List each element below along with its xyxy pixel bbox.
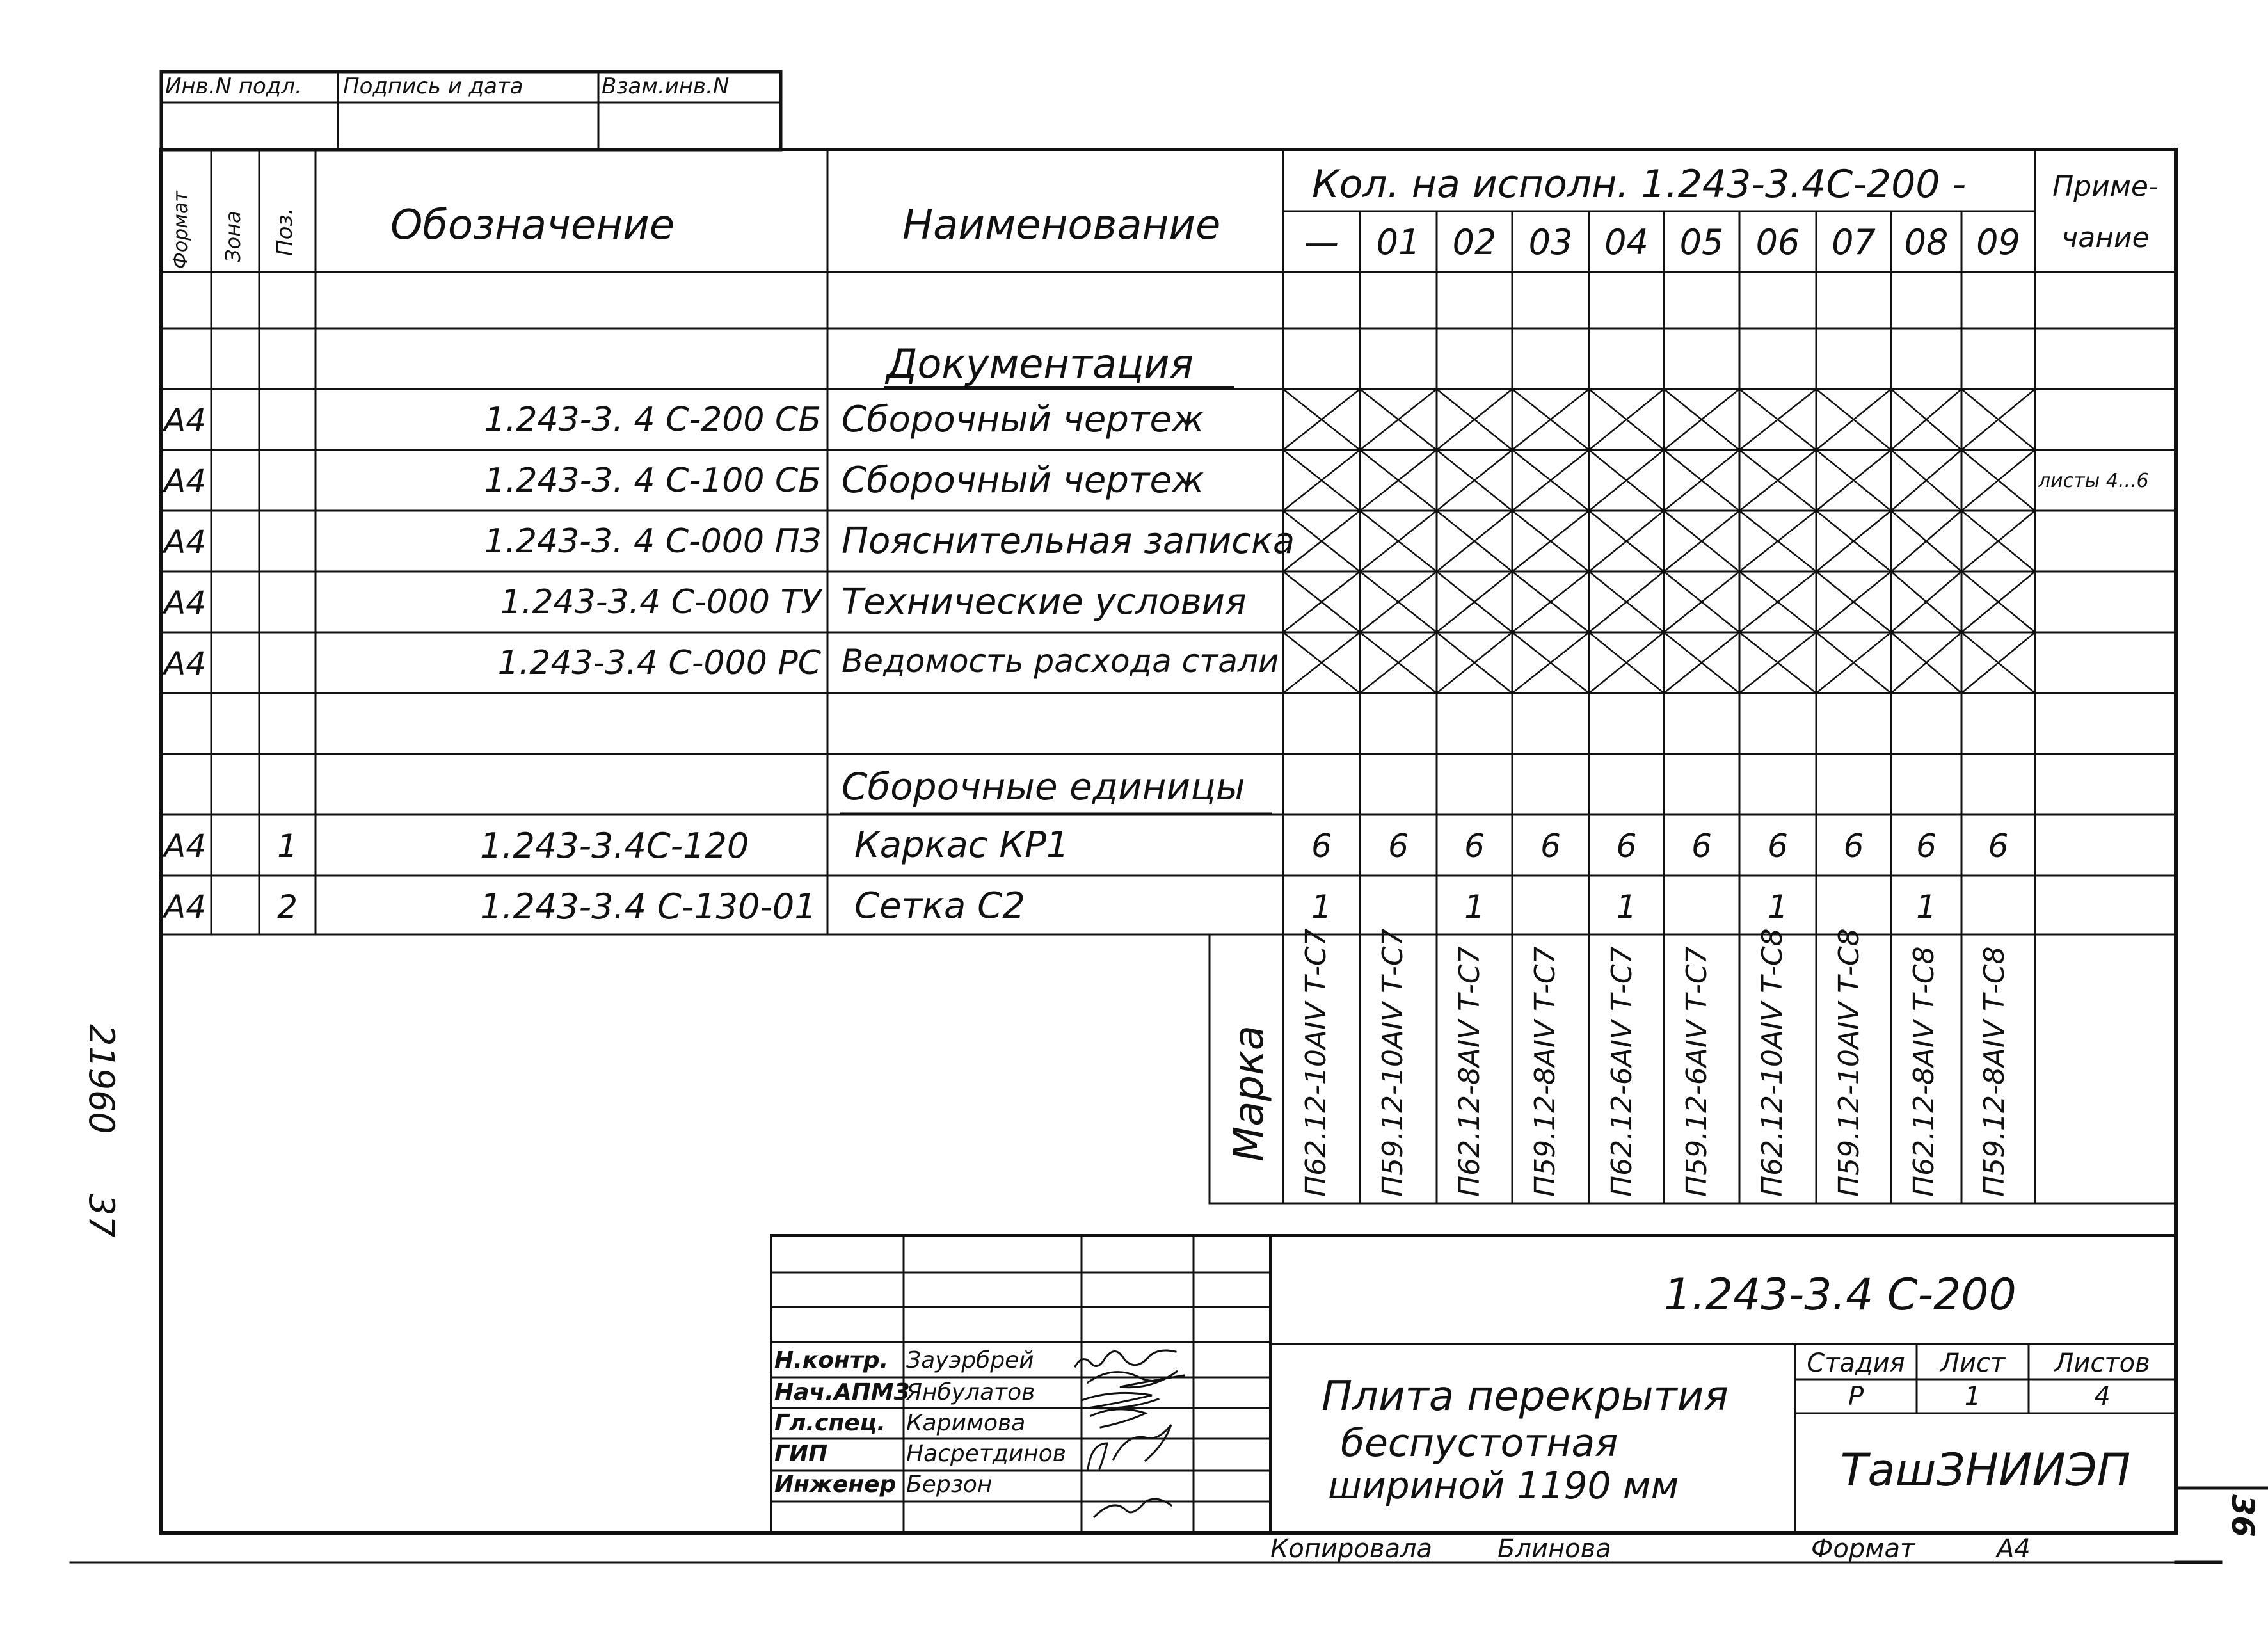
header-primechanie-2: чание (2061, 221, 2150, 254)
header-format: Формат (170, 191, 192, 269)
footer-format-label: Формат (1811, 1534, 1915, 1564)
doc-row-designation: 1.243-3. 4 С-100 СБ (484, 461, 821, 500)
asm-row-designation: 1.243-3.4С-120 (480, 826, 749, 866)
header-oboznachenie: Обозначение (390, 202, 675, 249)
asm-row-qty: 6 (1616, 828, 1637, 865)
marka-value: П59.12-6АIV Т-С7 (1681, 946, 1713, 1197)
variant-header-0: — (1304, 222, 1339, 262)
marka-value: П62.12-8АIV Т-С8 (1908, 946, 1940, 1197)
doc-row-designation: 1.243-3. 4 С-200 СБ (484, 401, 821, 439)
role-name: Янбулатов (906, 1379, 1035, 1405)
margin-right-number: 36 (2224, 1494, 2260, 1537)
stadia-value: Р (1848, 1382, 1864, 1411)
role-name: Берзон (906, 1471, 993, 1498)
asm-row-qty: 6 (1388, 828, 1409, 865)
role-title: Инженер (774, 1471, 897, 1498)
asm-row-qty: 1 (1916, 888, 1937, 925)
doc-row-name: Сборочный чертеж (842, 460, 1204, 501)
asm-row-pos: 1 (277, 828, 298, 865)
listov-value: 4 (2094, 1382, 2111, 1411)
document-code: 1.243-3.4 С-200 (1664, 1270, 2016, 1320)
header-kol-title: Кол. на исполн. 1.243-3.4С-200 - (1312, 162, 1967, 207)
footer-format-value: А4 (1997, 1534, 2031, 1564)
asm-row-qty: 6 (1464, 828, 1485, 865)
variant-header-3: 03 (1528, 222, 1573, 262)
asm-row-qty: 1 (1464, 888, 1485, 925)
list-value: 1 (1964, 1382, 1981, 1411)
role-name: Каримова (906, 1410, 1026, 1436)
doc-section-title: Документация (886, 340, 1194, 387)
title-line-2: беспустотная (1341, 1421, 1618, 1466)
role-title: Н.контр. (774, 1347, 889, 1373)
variant-header-5: 05 (1679, 222, 1724, 262)
asm-row-qty: 6 (1691, 828, 1712, 865)
header-naimenovanie: Наименование (902, 202, 1221, 249)
variant-header-9: 09 (1976, 222, 2020, 262)
asm-row-qty: 6 (1843, 828, 1864, 865)
asm-row-qty: 6 (1540, 828, 1561, 865)
title-line-3: шириной 1190 мм (1328, 1464, 1679, 1507)
doc-row-format: A4 (164, 463, 207, 500)
asm-row-pos: 2 (277, 888, 298, 925)
asm-row-qty: 6 (1988, 828, 2009, 865)
stamp-inv-podl: Инв.N подл. (165, 74, 302, 99)
variant-header-4: 04 (1604, 222, 1649, 262)
doc-row-format: A4 (164, 524, 207, 561)
kopirovala-label: Копировала (1270, 1534, 1433, 1564)
role-name: Зауэрбрей (906, 1347, 1034, 1373)
asm-row-format: A4 (164, 888, 207, 925)
doc-row-name: Сборочный чертеж (842, 399, 1204, 440)
asm-row-qty: 6 (1768, 828, 1788, 865)
doc-row-designation: 1.243-3.4 С-000 ТУ (500, 583, 821, 621)
variant-header-1: 01 (1376, 222, 1421, 262)
asm-row-name: Сетка С2 (854, 885, 1025, 927)
variant-header-8: 08 (1904, 222, 1949, 262)
title-line-1: Плита перекрытия (1322, 1373, 1729, 1420)
list-label: Лист (1940, 1349, 2006, 1378)
kopirovala-name: Блинова (1497, 1534, 1611, 1564)
asm-row-qty: 1 (1311, 888, 1332, 925)
marka-value: П59.12-8АIV Т-С7 (1529, 946, 1561, 1197)
asm-row-designation: 1.243-3.4 С-130-01 (480, 886, 817, 927)
margin-left-number: 21960 (81, 1024, 122, 1134)
stamp-vzam-inv: Взам.инв.N (602, 74, 730, 99)
stamp-podpis-data: Подпись и дата (343, 74, 523, 99)
asm-section-title: Сборочные единицы (842, 765, 1245, 808)
doc-row-note: листы 4...6 (2038, 470, 2149, 492)
organization: ТашЗНИИЭП (1840, 1444, 2131, 1496)
role-name: Насретдинов (906, 1441, 1066, 1467)
variant-header-6: 06 (1755, 222, 1800, 262)
asm-row-qty: 6 (1311, 828, 1332, 865)
marka-value: П59.12-10АIV Т-С7 (1377, 928, 1409, 1197)
doc-row-name: Технические условия (842, 581, 1247, 623)
listov-label: Листов (2054, 1349, 2150, 1378)
asm-row-qty: 1 (1768, 888, 1788, 925)
doc-row-designation: 1.243-3.4 С-000 РС (497, 644, 821, 682)
variant-header-7: 07 (1832, 222, 1876, 262)
role-title: Гл.спец. (774, 1410, 886, 1436)
marka-value: П62.12-8АIV Т-С7 (1453, 946, 1486, 1197)
hatch-crosses (1283, 389, 2035, 693)
asm-row-qty: 1 (1616, 888, 1637, 925)
marka-value: П59.12-8АIV Т-С8 (1978, 946, 2011, 1197)
doc-row-format: A4 (164, 584, 207, 621)
stadia-label: Стадия (1807, 1349, 1905, 1378)
doc-row-name: Ведомость расхода стали (842, 643, 1279, 680)
marka-label: Марка (1226, 1025, 1273, 1162)
asm-row-name: Каркас КР1 (854, 824, 1069, 866)
doc-row-designation: 1.243-3. 4 С-000 ПЗ (484, 522, 821, 561)
doc-row-name: Пояснительная записка (842, 520, 1295, 562)
header-zona: Зона (221, 211, 245, 262)
signatures (1075, 1350, 1184, 1517)
asm-row-qty: 6 (1916, 828, 1937, 865)
marka-value: П62.12-10АIV Т-С7 (1300, 928, 1332, 1197)
doc-row-format: A4 (164, 645, 207, 682)
role-title: Нач.АПМ3 (774, 1379, 910, 1405)
doc-row-format: A4 (164, 402, 207, 439)
header-poz: Поз. (272, 207, 298, 256)
role-title: ГИП (774, 1441, 828, 1467)
marka-value: П62.12-6АIV Т-С7 (1606, 946, 1638, 1197)
marka-value: П59.12-10АIV Т-С8 (1833, 928, 1865, 1197)
margin-left-sheet: 37 (81, 1194, 122, 1238)
asm-row-format: A4 (164, 828, 207, 865)
variant-header-2: 02 (1452, 222, 1497, 262)
marka-value: П62.12-10АIV Т-С8 (1756, 928, 1789, 1197)
header-primechanie-1: Приме- (2052, 170, 2159, 203)
